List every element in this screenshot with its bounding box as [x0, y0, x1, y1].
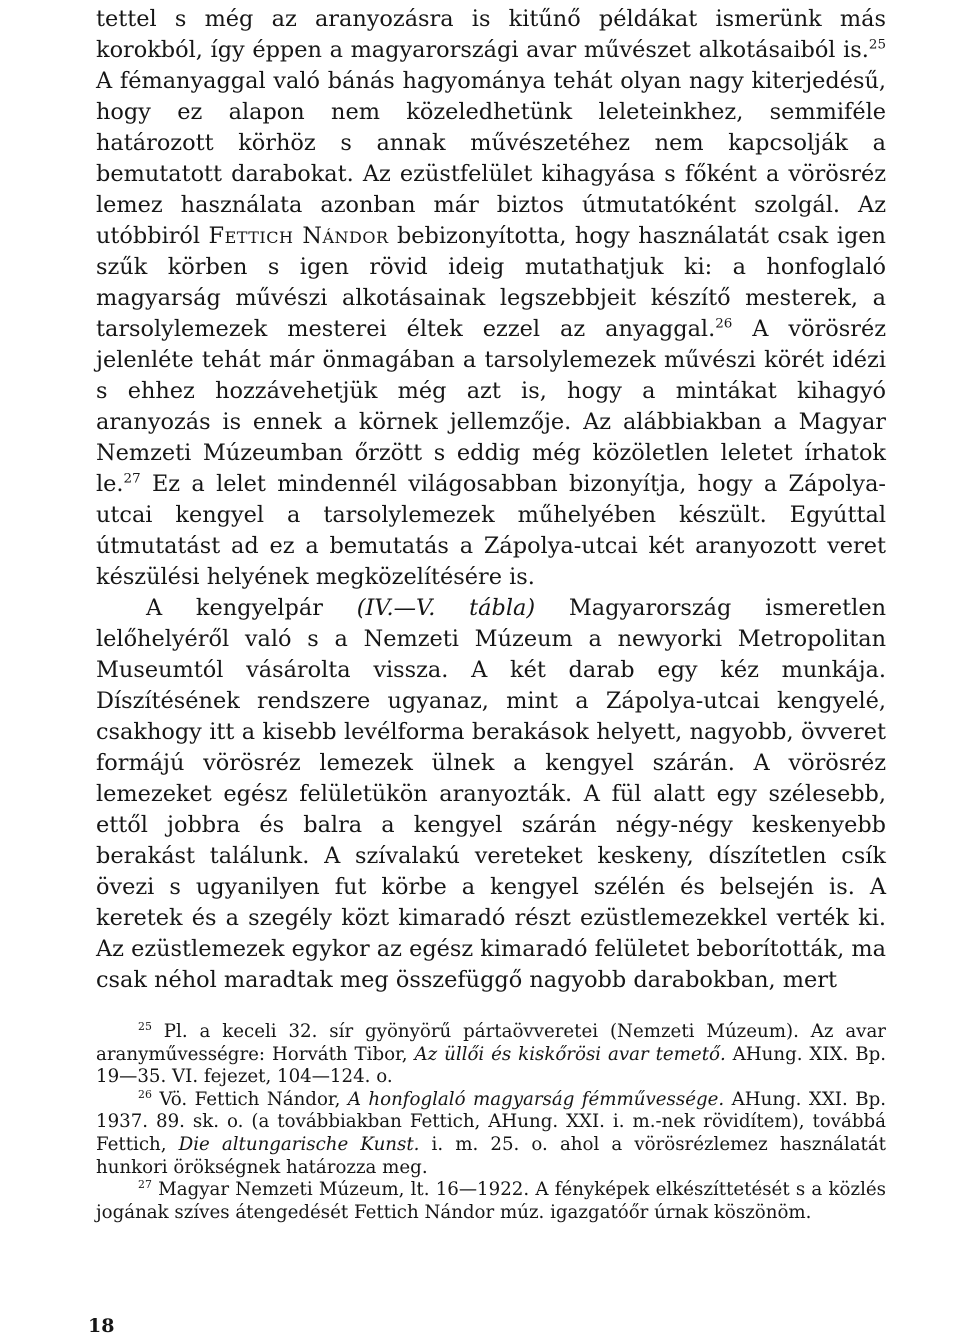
- cited-title: Az üllői és kiskőrösi avar temető.: [414, 1043, 726, 1065]
- paragraph-2: [96, 593, 886, 996]
- footnote-text: AHung. XIX. Bp. 19—35. VI. fejezet, 104—124. o.: [96, 1043, 887, 1088]
- text-run: A vörösréz jelenléte tehát már önmagában a tarsolylemezek művészi körét idézi s ehhez hozzávehetjük még azt is, hogy a mintákat kihagyó aranyozás is ennek a körnek jellemzője. Az alábbiakban a Magyar Nemzeti Múzeumban őrzött s eddig még közöletlen leletet írhatok le.: [96, 316, 886, 497]
- footnote-number: 26: [138, 1088, 152, 1102]
- text-run: bebizonyította, hogy használatát csak igen szűk körben s igen rövid ideig mutathatjuk ki: a honfoglaló magyarság művészi alkotásainak legszebbjeit készítő mesterek, a tarsolylemezek mesterei éltek ezzel az anyaggal.: [96, 223, 886, 342]
- body-text: [96, 4, 886, 996]
- footnote-26: [96, 1089, 886, 1179]
- footnote-text: AHung. XXI. Bp. 1937. 89. sk. o. (a továbbiakban Fettich, AHung. XXI. i. m.-nek rövidítem), továbbá Fettich,: [96, 1088, 886, 1155]
- footnote-text: i. m. 25. o. ahol a vörösrézlemez használatát hunkori örökségnek határozza meg.: [96, 1133, 886, 1178]
- plate-reference: (IV.—V. tábla): [356, 595, 536, 621]
- cited-title: A honfoglaló magyarság fémművessége.: [347, 1088, 725, 1110]
- footnotes: [96, 1021, 886, 1224]
- paragraph-1: [96, 4, 886, 593]
- page-number: 18: [88, 1315, 115, 1337]
- text-run: Magyarország ismeretlen lelőhelyéről való s a Nemzeti Múzeum a newyorki Metropolitan Museumtól vásárolta vissza. A két darab egy kéz munkája. Díszítésének rendszere ugyanaz, mint a Zápolya-utcai kengyelé, csakhogy itt a kisebb levélforma berakások helyett, nagyobb, övveret formájú vörösréz lemezek ülnek a kengyel szárán. A vörösréz lemezeket egész felületükön aranyozták. A fül alatt egy szélesebb, ettől jobbra és balra a kengyel szárán négy-négy keskenyebb berakást találunk. A szívalakú vereteket keskeny, díszítetlen csík övezi s ugyanilyen fut körbe a kengyel szélén és belsején is. A keretek és a szegély közt kimaradó részt ezüstlemezekkel verték ki. Az ezüstlemezek egykor az egész kimaradó felületet beborították, ma csak néhol maradtak meg összefüggő nagyobb darabokban, mert: [96, 595, 886, 993]
- footnote-number: 25: [138, 1020, 152, 1034]
- footnote-25: [96, 1021, 886, 1089]
- cited-title: Die altungarische Kunst.: [178, 1133, 420, 1155]
- text-run: A kengyelpár: [146, 595, 357, 621]
- footnote-ref-25: 25: [868, 37, 886, 53]
- footnote-27: [96, 1179, 886, 1224]
- author-name: Fettich Nándor: [208, 223, 389, 249]
- text-run: Ez a lelet mindennél világosabban bizonyítja, hogy a Zápolya-utcai kengyel a tarsolylemezek műhelyében készült. Egyúttal útmutatást ad ez a bemutatás a Zápolya-utcai két aranyozott veret készülési helyének megközelítésére is.: [96, 471, 886, 590]
- text-run: tettel s még az aranyozásra is kitűnő példákat ismerünk más korokból, így éppen a magyarországi avar művészet alkotásaiból is.: [96, 6, 886, 63]
- footnote-text: Vö. Fettich Nándor,: [151, 1088, 348, 1110]
- footnote-text: Magyar Nemzeti Múzeum, lt. 16—1922. A fényképek elkészíttetését s a közlés jogának szíves átengedését Fettich Nándor múz. igazgatóőr úrnak köszönöm.: [96, 1179, 886, 1223]
- footnote-ref-26: 26: [715, 316, 733, 332]
- footnote-text: Pl. a keceli 32. sír gyönyörű pártaövveretei (Nemzeti Múzeum). Az avar aranyművességre: Horváth Tibor,: [96, 1021, 886, 1065]
- footnote-number: 27: [138, 1178, 152, 1192]
- footnote-ref-27: 27: [123, 471, 141, 487]
- text-run: A fémanyaggal való bánás hagyománya tehát olyan nagy kiterjedésű, hogy ez alapon nem közeledhetünk leleteinkhez, semmiféle határozott körhöz s annak művészetéhez nem kapcsolják a bemutatott darabokat. Az ezüstfelület kihagyása s főként a vörösréz lemez használata azonban már biztos útmutatóként szolgál. Az utóbbiról: [96, 68, 886, 249]
